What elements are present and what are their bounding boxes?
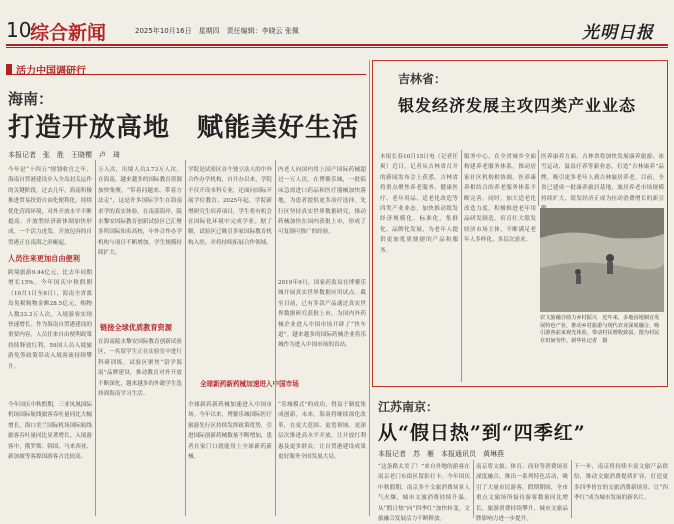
- column-divider: [275, 160, 276, 516]
- hainan-byline: 本报记者 张 胜 王晓樱 卢 琦: [8, 151, 120, 159]
- issue-meta: 2025年10月16日 星期四 责任编辑：李晓云 张佩: [135, 27, 299, 35]
- jilin-col-3: 医养康养方面，吉林省将加快发展康养旅游、冰雪运动、温泉疗养等新业态，打造“吉林康养”品牌，吸引更多老年人到吉林旅居养老。目前，全省已建成一批康养旅居基地，旅居养老市场规模持续扩大，银发经济正成为拉动消费增长的新引: [541, 154, 664, 202]
- column-divider: [95, 160, 96, 516]
- jilin-col-1: 本报长春10月15日电（记者任爽）近日，记者从吉林省召开的新闻发布会上获悉，吉林省将重点聚焦养老服务、健康医疗、老年用品、适老化改造等四类产业业态，加快推动银发经济规模化、标准化、集群化、品牌化发展，为老年人提供更加优质便捷的产品和服务。: [380, 154, 458, 254]
- jiangsu-location: 江苏南京：: [378, 400, 439, 414]
- page-divider: [369, 60, 370, 516]
- hainan-col-1b: 跨境旅游9.44亿元，比去年同期增长15%。今年国庆中秋假期（10月1日至8日），海南全省离岛免税购物金额28.5亿元，购物人数33.3万人次，入境游客实现快速增长。作为海南自贸港建设的重要内容，人员往来自由便利政策持续释放红利，59国人员入境旅游免签政策带动入境客流持续攀升。: [8, 270, 92, 370]
- column-label: 活力中国调研行: [16, 66, 86, 77]
- column-divider: [185, 160, 186, 516]
- hainan-subhead-3: 全球新药新药械加速进入中国市场: [200, 380, 299, 388]
- field-photo: [540, 208, 664, 312]
- hainan-location: 海南：: [8, 90, 54, 108]
- header-rule-thin: [6, 47, 668, 48]
- hainan-col-2b: 在海南陵水黎安国际教育创新试验区，一名留学生正在实验室中进行科研训练。试验区聚焦“留学海南”品牌建设，推动教育对外开放不断深化，越来越多的外籍学生选择到海南学习生活。: [98, 339, 182, 398]
- hainan-col-3: 学院是试验区首个独立法人的中外合作办学机构，自开办以来，学院不仅开设本科专业，还面向国际开展学位教育。2025年起，学院新增研究生培养项目，学生将有机会在国际化环境中完成学业。据了解，试验区已吸引多家国际教育机构入驻，并将持续拓展合作领域。: [188, 167, 272, 246]
- jilin-col-2: 服务中心，在全省城乡全面构建养老服务体系，推动居家社区机构相协调、医养康养相结合的养老服务体系不断完善。同时，加大适老化改造力度，积极推进老年用品研发制造，培育壮大银发经济市场主体，不断满足老年人多样化、多层次需求。: [464, 154, 536, 244]
- hainan-col-2: 万人次，出境人员3.73万人次。在海南，越来越多的国际教育资源加快集聚。“带着问题来、带着方法走”，这是许多国际学生在海南求学的真实体验。在南部海岸，陵水黎安国际教育创新试验区已汇聚多所国际知名高校，中外合作办学机构与项目不断增加，学生规模持续扩大。: [98, 167, 182, 257]
- jiangsu-col-1: “这条路太美了！”来自外地的游客在南京老门东街区留影打卡。今年国庆中秋假期，南京多个文旅消费场景人气火爆，城市文旅消费持续升温，从“假日热”向“四季红”加快转变，文旅融合发展活力不断释放。: [378, 464, 470, 523]
- jilin-location: 吉林省：: [398, 72, 447, 86]
- jiangsu-byline: 本报记者 苏 雁 本报通讯员 黄琳燕: [378, 450, 504, 458]
- hainan-col-1c: 今年国庆中秋假期，三亚凤凰国际机场国际航线旅客吞吐量同比大幅增长，海口美兰国际机场国际航线旅客吞吐量同比显著增长。入境游客中，俄罗斯、韩国、马来西亚、新加坡等客源国游客占比较高。: [8, 402, 92, 461]
- jiangsu-col-3: 下一步，南京将持续丰富文旅产品供给，推动文旅消费提质扩容，打造更多四季皆宜的文旅消费新场景，让“四季红”成为城市发展的新名片。: [574, 464, 668, 502]
- column-divider: [473, 460, 474, 518]
- hainan-col-3b: 全球新药新药械加速进入中国市场。今年以来，博鳌乐城国际医疗旅游先行区持续发挥政策优势，引进国际创新药械数量不断增加，患者在家门口就能用上全球新药新械。: [188, 402, 272, 461]
- photo-caption: 农文旅融合助力乡村振兴 近年来，多地因地制宜发展特色产业，推动乡村旅游与现代农业深度融合，吸引游客前来观光体验，带动村民增收致富。图为村民在田间劳作。新华社记者 摄: [540, 315, 660, 344]
- hainan-headline: 打造开放高地 赋能美好生活: [8, 113, 360, 143]
- column-marker: [6, 64, 12, 74]
- hainan-col-4: 内老人向国内用上国产国际药械超过一万人次。在博鳌乐城，一批临床急需进口药品和医疗器械加快落地，为患者提供更多治疗选择。先行区坚持真实世界数据研究，推动药械加快在国内获批上市，形成了可复制可推广的经验。: [278, 167, 366, 236]
- jilin-headline: 银发经济发展主攻四类产业业态: [398, 96, 637, 115]
- column-divider: [461, 150, 462, 382]
- header-rule: [6, 44, 668, 46]
- page-number: 10: [6, 18, 32, 42]
- hainan-col-4c: “乐城模式”的成功，得益于制度集成创新。未来，海南将继续深化改革，在更大范围、更宽领域、更深层次推进高水平开放，让开放红利惠及更多群众，让自贸港建设成果更好服务全国发展大局。: [278, 402, 366, 461]
- hainan-col-1: 今年是“十四五”规划收官之年，海南自贸港建设步入全岛封关运作的关键阶段。过去几年，海南积极推进贸易投资自由化便利化，持续优化营商环境，对外开放水平不断提高，开放型经济新体制加快形成，一个活力迸发、开放包容的自贸港正在南海之滨崛起。: [8, 167, 92, 246]
- hainan-subhead-1: 人员往来更加自由便利: [8, 254, 80, 263]
- column-divider: [571, 460, 572, 518]
- jiangsu-col-2: 南京将文旅、体育、商业等消费场景深度融合，推出一系列特色活动，吸引了大量市民游客。假期期间，全市重点文旅场所接待游客数量同比增长，旅游消费持续攀升，城市文旅品牌影响力进一步提升。: [476, 464, 568, 523]
- hainan-col-4b: 2019年9月，国家药监局在博鳌乐城开展真实世界数据应用试点。截至目前，已有多款产品通过真实世界数据研究获批上市，为国内外药械企业进入中国市场开辟了“快车道”。越来越多的国际药械企业将乐城作为进入中国市场的首站。: [278, 280, 366, 349]
- jiangsu-headline: 从“假日热”到“四季红”: [378, 422, 586, 444]
- column-divider: [538, 150, 539, 206]
- masthead-logo: 光明日报: [582, 23, 654, 43]
- section-title: 综合新闻: [30, 22, 107, 44]
- field-photo-illustration: [540, 208, 664, 312]
- hainan-subhead-2: 链接全球优质教育资源: [100, 323, 172, 332]
